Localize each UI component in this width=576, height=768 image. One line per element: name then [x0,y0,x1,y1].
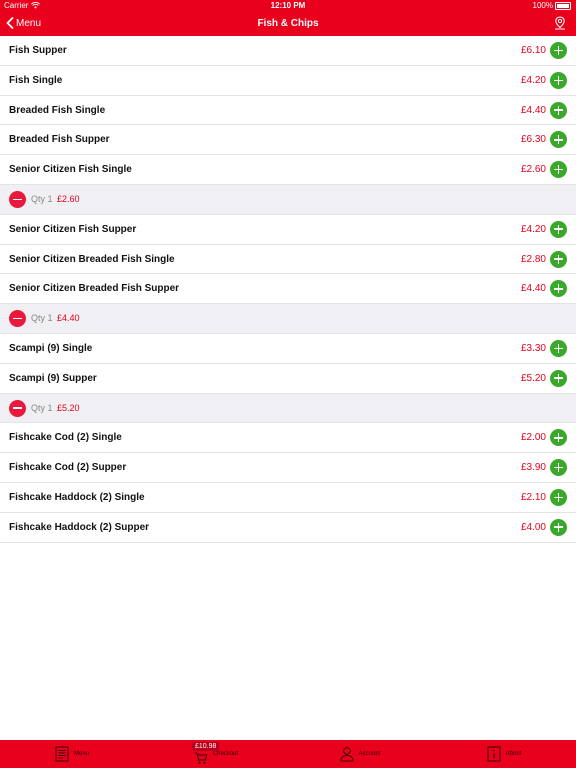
location-pin-icon [554,16,566,30]
item-name: Senior Citizen Breaded Fish Supper [9,283,180,295]
item-price: £4.40 [520,283,546,295]
tab-menu[interactable] [0,740,144,768]
item-name: Scampi (9) Single [9,342,93,354]
cart-quantity-row [0,185,576,215]
remove-item-button[interactable] [9,400,26,417]
chevron-left-icon [6,17,14,29]
item-price: £4.00 [520,521,546,533]
item-name: Breaded Fish Single [9,104,106,116]
item-price: £2.10 [520,491,546,503]
add-item-button[interactable] [550,131,567,148]
quantity-price: £4.40 [57,313,80,324]
item-price: £2.80 [520,253,546,265]
battery-percent: 100% [532,1,553,10]
tab-checkout-label: Checkout [212,751,239,757]
add-item-button[interactable] [550,161,567,178]
item-name: Fish Supper [9,45,67,56]
item-price: £4.40 [520,104,546,116]
battery-icon [555,2,571,10]
item-name: Senior Citizen Fish Single [9,164,132,176]
menu-item-row[interactable] [0,334,576,364]
item-name: Fish Single [9,74,63,86]
menu-item-row[interactable] [0,513,576,543]
quantity-label: Qty 1 [31,402,53,413]
cart-quantity-row [0,304,576,334]
navigation-bar [0,12,576,36]
item-price: £3.30 [520,342,546,354]
tab-bar [0,740,576,768]
item-price: £6.30 [520,134,546,146]
tab-account[interactable] [288,740,432,768]
back-button[interactable] [6,17,41,29]
remove-item-button[interactable] [9,191,26,208]
add-item-button[interactable] [550,340,567,357]
battery-indicator [533,1,571,10]
menu-item-row[interactable] [0,155,576,185]
item-price: £4.20 [520,223,546,235]
item-price: £4.20 [520,74,546,86]
menu-item-row[interactable] [0,36,576,66]
item-name: Senior Citizen Breaded Fish Single [9,253,175,265]
menu-item-row[interactable] [0,96,576,126]
tab-checkout[interactable] [144,740,288,768]
info-icon [487,746,501,762]
add-item-button[interactable] [550,429,567,446]
item-name: Breaded Fish Supper [9,134,110,146]
person-icon [340,746,354,762]
add-item-button[interactable] [550,280,567,297]
item-name: Scampi (9) Supper [9,372,97,384]
remove-item-button[interactable] [9,310,26,327]
tab-account-label: Account [358,751,381,757]
document-icon [55,746,69,762]
item-price: £6.10 [520,45,546,56]
add-item-button[interactable] [550,251,567,268]
tab-menu-label: Menu [73,751,89,757]
cart-total-badge: £10.98 [192,742,219,751]
location-button[interactable] [554,16,566,35]
item-price: £3.90 [520,462,546,474]
menu-item-row[interactable] [0,245,576,275]
carrier-text: Carrier [4,1,29,10]
menu-item-row[interactable] [0,274,576,304]
add-item-button[interactable] [550,489,567,506]
quantity-label: Qty 1 [31,193,53,204]
add-item-button[interactable] [550,42,567,59]
menu-item-row[interactable] [0,215,576,245]
menu-item-list [0,36,576,543]
add-item-button[interactable] [550,221,567,238]
menu-item-row[interactable] [0,423,576,453]
menu-item-row[interactable] [0,66,576,96]
item-price: £2.00 [520,432,546,444]
add-item-button[interactable] [550,72,567,89]
item-name: Fishcake Haddock (2) Single [9,491,145,503]
item-name: Fishcake Cod (2) Single [9,432,122,444]
quantity-price: £5.20 [57,402,80,413]
tab-about-label: About [505,751,522,757]
add-item-button[interactable] [550,519,567,536]
item-name: Fishcake Cod (2) Supper [9,462,127,474]
add-item-button[interactable] [550,370,567,387]
menu-item-row[interactable] [0,453,576,483]
status-bar [0,0,576,12]
back-label: Menu [16,17,42,29]
clock: 12:10 PM [270,1,306,10]
quantity-price: £2.60 [57,193,80,204]
menu-item-row[interactable] [0,483,576,513]
item-price: £2.60 [520,164,546,176]
menu-item-row[interactable] [0,364,576,394]
item-name: Fishcake Haddock (2) Supper [9,521,150,533]
add-item-button[interactable] [550,459,567,476]
page-title: Fish & Chips [257,18,319,29]
item-name: Senior Citizen Fish Supper [9,223,137,235]
item-price: £5.20 [520,372,546,384]
quantity-label: Qty 1 [31,313,53,324]
cart-quantity-row [0,394,576,424]
cart-icon [194,751,208,765]
menu-item-row[interactable] [0,125,576,155]
add-item-button[interactable] [550,102,567,119]
tab-about[interactable] [432,740,576,768]
